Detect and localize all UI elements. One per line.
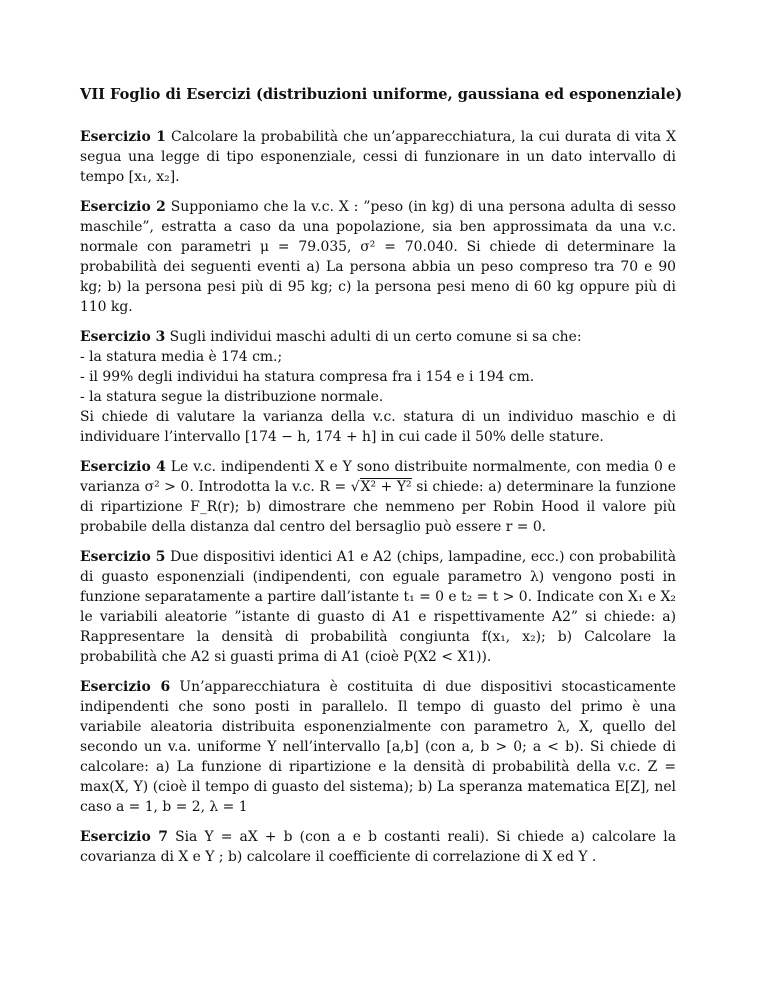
exercise-text-part-b: si chiede: a) determinare la funzione di ripartizione F_R(r); b) dimostrare che nemmeno per Robin Hood il valore più probabile della distanza dal centro del bersaglio può essere r = 0. [80,479,677,535]
exercise-text: Sia Y = aX + b (con a e b costanti reali). Si chiede a) calcolare la covarianza di X e Y ; b) calcolare il coefficiente di correlazione di X ed Y . [80,829,676,865]
exercise-text: Si chiede di valutare la varianza della v.c. statura di un individuo maschio e di individuare l’intervallo [174 − h, 174 + h] in cui cade il 50% delle stature. [80,409,676,445]
exercise-5 [80,547,676,667]
page-title: VII Foglio di Esercizi (distribuzioni uniforme, gaussiana ed esponenziale) [80,86,683,103]
exercise-text: Un’apparecchiatura è costituita di due dispositivi stocasticamente indipendenti che sono posti in parallelo. Il tempo di guasto del primo è una variabile aleatoria distribuita esponenzialmente con parametro λ, X, quello del secondo un v.a. uniforme Y nell’intervallo [a,b] (con a, b > 0; a < b). Si chiede di calcolare: a) La funzione di ripartizione e la densità di probabilità della v.c. Z = max(X, Y) (cioè il tempo di guasto del sistema); b) La speranza matematica E[Z], nel caso a = 1, b = 2, λ = 1 [80,679,676,815]
exercise-line: - il 99% degli individui ha statura compresa fra i 154 e i 194 cm. [80,369,535,385]
exercise-text: Calcolare la probabilità che un’apparecchiatura, la cui durata di vita X segua una legge di tipo esponenziale, cessi di funzionare in un dato intervallo di tempo [x₁, x₂]. [80,129,677,185]
exercise-3 [80,327,676,447]
exercise-heading: Esercizio 1 [80,129,166,145]
exercise-1 [80,127,676,187]
exercise-line: Sugli individui maschi adulti di un certo comune si sa che: [169,329,582,345]
exercise-heading: Esercizio 7 [80,829,168,845]
exercise-heading: Esercizio 2 [80,199,166,215]
exercise-text: Due dispositivi identici A1 e A2 (chips, lampadine, ecc.) con probabilità di guasto esponenziali (indipendenti, con eguale parametro λ) vengono posti in funzione separatamente a partire dall’istante t₁ = 0 e t₂ = t > 0. Indicate con X₁ e X₂ le variabili aleatorie ”istante di guasto di A1 e rispettivamente A2” si chiede: a) Rappresentare la densità di probabilità congiunta f(x₁, x₂); b) Calcolare la probabilità che A2 si guasti prima di A1 (cioè P(X2 < X1)). [80,549,677,665]
exercise-4 [80,457,676,537]
exercise-heading: Esercizio 4 [80,459,166,475]
exercise-text-part-a: Le v.c. indipendenti X e Y sono distribuite normalmente, con media 0 e varianza σ² > 0. Introdotta la v.c. R = [80,459,677,495]
exercise-2 [80,197,676,317]
exercise-7 [80,827,676,867]
exercise-text: Supponiamo che la v.c. X : ”peso (in kg) di una persona adulta di sesso maschile”, estratta a caso da una popolazione, sia ben approssimata da una v.c. normale con parametri μ = 79.035, σ² = 70.040. Si chiede di determinare la probabilità dei seguenti eventi a) La persona abbia un peso compreso tra 70 e 90 kg; b) la persona pesi più di 95 kg; c) la persona pesi meno di 60 kg oppure più di 110 kg. [80,199,676,315]
exercise-6 [80,677,676,817]
exercise-line: - la statura segue la distribuzione normale. [80,389,384,405]
sqrt-symbol: √ [350,479,360,495]
exercise-line: - la statura media è 174 cm.; [80,349,283,365]
exercise-heading: Esercizio 5 [80,549,166,565]
exercise-heading: Esercizio 6 [80,679,171,695]
exercise-heading: Esercizio 3 [80,329,166,345]
sqrt-expression: X² + Y² [360,479,412,495]
